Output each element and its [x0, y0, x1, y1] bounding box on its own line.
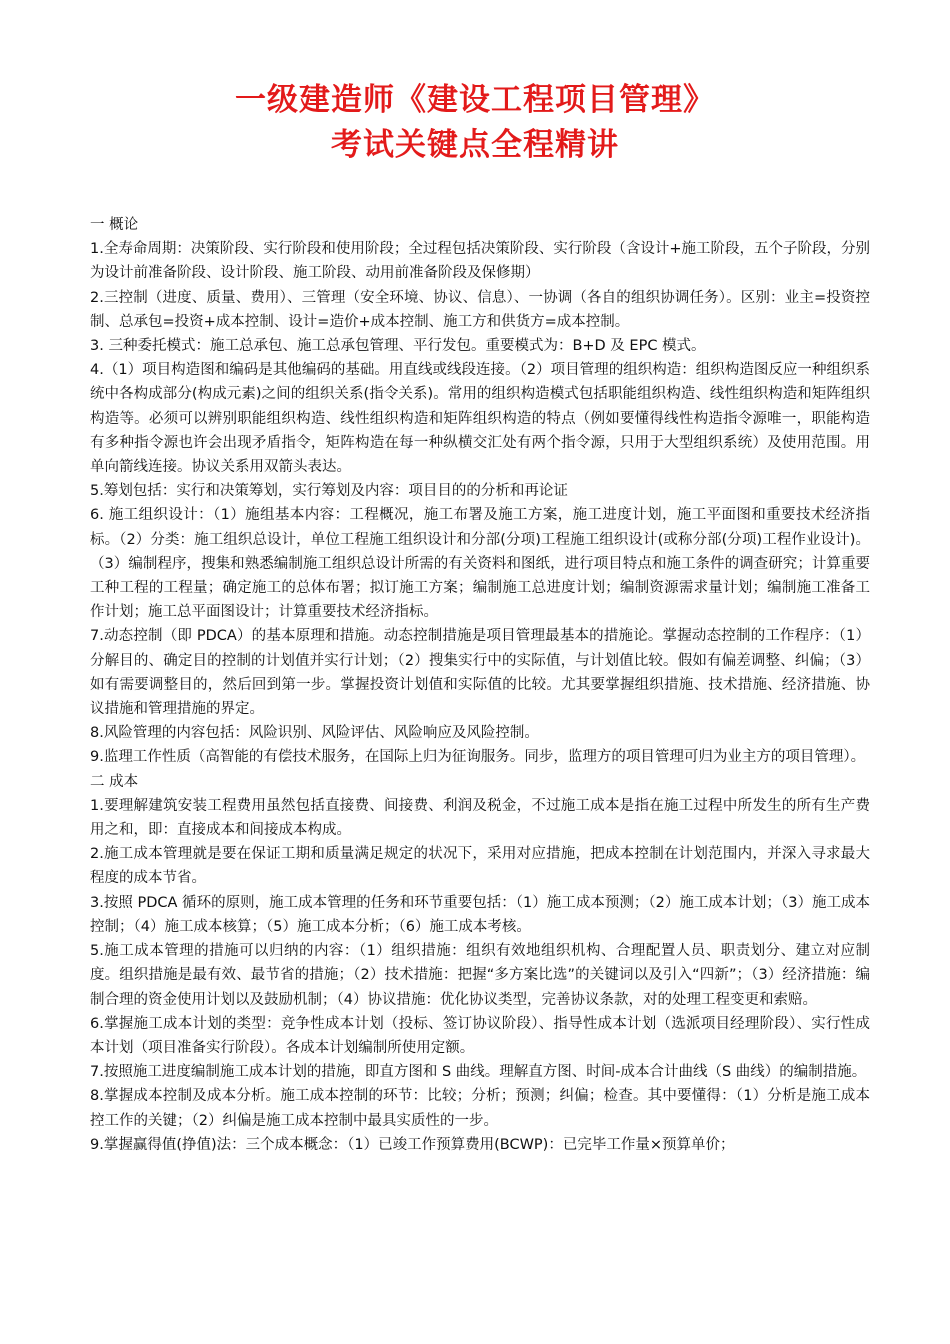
section-heading: 二 成本	[90, 773, 139, 790]
paragraph: 3. 三种委托模式：施工总承包、施工总承包管理、平行发包。重要模式为：B+D 及 EPC 模式。	[90, 338, 706, 355]
document-subtitle: 考试关键点全程精讲	[331, 127, 619, 163]
paragraph: 3.按照 PDCA 循环的原则，施工成本管理的任务和环节重要包括：（1）施工成本预测；（2）施工成本计划；（3）施工成本控制；（4）施工成本核算；（5）施工成本分析；（6）施工成本考核。	[90, 894, 870, 935]
paragraph: 5.施工成本管理的措施可以归纳的内容：（1）组织措施：组织有效地组织机构、合理配置人员、职责划分、建立对应制度。组织措施是最有效、最节省的措施；（2）技术措施：把握“多方案比选”的关键词以及引入“四新”；（3）经济措施：编制合理的资金使用计划以及鼓励机制；（4）协议措施：优化协议类型，完善协议条款，对的处理工程变更和索赔。	[90, 943, 870, 1008]
paragraph: 5.筹划包括：实行和决策筹划，实行筹划及内容：项目目的的分析和再论证	[90, 483, 568, 500]
paragraph: 6. 施工组织设计：（1）施组基本内容：工程概况，施工布署及施工方案，施工进度计划，施工平面图和重要技术经济指标。（2）分类：施工组织总设计，单位工程施工组织设计和分部(分项)工程施工组织设计(或称分部(分项)工程作业设计)。（3）编制程序，搜集和熟悉编制施工组织总设计所需的有关资料和图纸，进行项目特点和施工条件的调查研究；计算重要工种工程的工程量；确定施工的总体布署；拟订施工方案；编制施工总进度计划；编制资源需求量计划；编制施工准备工作计划；施工总平面图设计；计算重要技术经济指标。	[90, 507, 870, 621]
paragraph: 1.要理解建筑安装工程费用虽然包括直接费、间接费、利润及税金，不过施工成本是指在施工过程中所发生的所有生产费用之和，即：直接成本和间接成本构成。	[90, 797, 870, 839]
section-heading: 一 概论	[90, 217, 139, 233]
paragraph: 6.掌握施工成本计划的类型：竞争性成本计划（投标、签订协议阶段）、指导性成本计划（选派项目经理阶段）、实行性成本计划（项目准备实行阶段）。各成本计划编制所使用定额。	[90, 1015, 870, 1056]
paragraph: 7.按照施工进度编制施工成本计划的措施，即直方图和 S 曲线。理解直方图、时间-成本合计曲线（S 曲线）的编制措施。	[90, 1064, 867, 1081]
document-title: 一级建造师《建设工程项目管理》	[235, 82, 715, 118]
paragraph: 2.施工成本管理就是要在保证工期和质量满足规定的状况下，采用对应措施，把成本控制在计划范围内，并深入寻求最大程度的成本节省。	[90, 846, 870, 887]
paragraph: 7.动态控制（即 PDCA）的基本原理和措施。动态控制措施是项目管理最基本的措施论。掌握动态控制的工作程序：（1）分解目的、确定目的控制的计划值并实行计划；（2）搜集实行中的实际值，与计划值比较。假如有偏差调整、纠偏；（3）如有需要调整目的，然后回到第一步。掌握投资计划值和实际值的比较。尤其要掌握组织措施、技术措施、经济措施、协议措施和管理措施的界定。	[90, 628, 870, 718]
paragraph: 1.全寿命周期：决策阶段、实行阶段和使用阶段；全过程包括决策阶段、实行阶段（含设计+施工阶段，五个子阶段，分别为设计前准备阶段、设计阶段、施工阶段、动用前准备阶段及保修期）	[90, 241, 870, 282]
paragraph: 9.监理工作性质（高智能的有偿技术服务，在国际上归为征询服务。同步，监理方的项目管理可归为业主方的项目管理）。	[90, 749, 866, 766]
paragraph: 4.（1）项目构造图和编码是其他编码的基础。用直线或线段连接。（2）项目管理的组织构造：组织构造图反应一种组织系统中各构成部分(构成元素)之间的组织关系(指令关系)。常用的组织构造模式包括职能组织构造、线性组织构造和矩阵组织构造等。必须可以辨别职能组织构造、线性组织构造和矩阵组织构造的特点（例如要懂得线性构造指令源唯一，职能构造有多种指令源也许会出现矛盾指令，矩阵构造在每一种纵横交汇处有两个指令源，只用于大型组织系统）及使用范围。用单向箭线连接。协议关系用双箭头表达。	[90, 362, 870, 476]
paragraph: 8.风险管理的内容包括：风险识别、风险评估、风险响应及风险控制。	[90, 725, 539, 742]
paragraph: 9.掌握赢得值(挣值)法：三个成本概念：（1）已竣工作预算费用(BCWP)：已完毕工作量×预算单价；	[90, 1136, 735, 1153]
paragraph: 2.三控制（进度、质量、费用）、三管理（安全环境、协议、信息）、一协调（各自的组织协调任务）。区别：业主=投资控制、总承包=投资+成本控制、设计=造价+成本控制、施工方和供货方=成本控制。	[90, 289, 870, 330]
document-body	[90, 213, 870, 1157]
paragraph: 8.掌握成本控制及成本分析。施工成本控制的环节：比较；分析；预测；纠偏；检查。其中要懂得：（1）分析是施工成本控工作的关键；（2）纠偏是施工成本控制中最具实质性的一步。	[90, 1088, 870, 1129]
